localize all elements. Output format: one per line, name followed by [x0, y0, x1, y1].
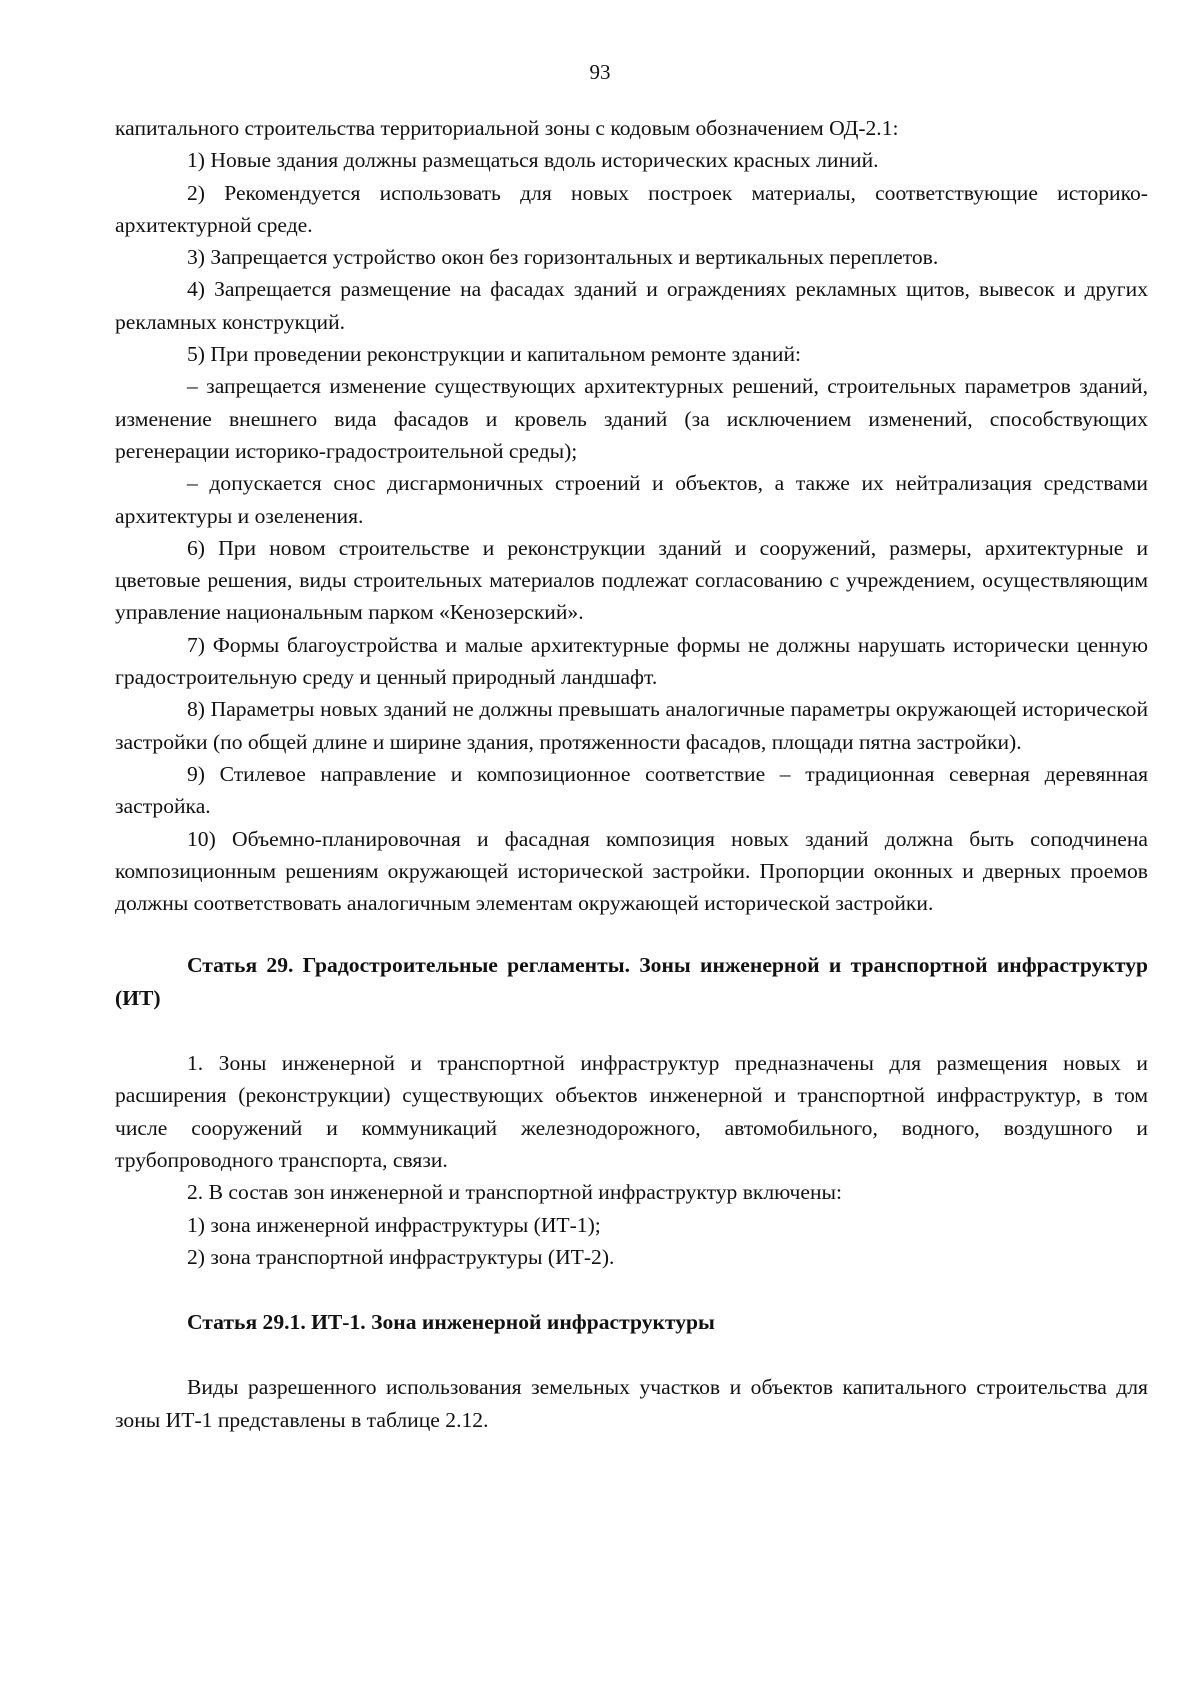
paragraph-dash-1: – запрещается изменение существующих архитектурных решений, строительных параметров зданий, изменение внешнего вида фасадов и кровель зданий (за исключением изменений, способствующих регенерации историко-градостроительной среды);	[115, 374, 1148, 463]
page-content	[115, 112, 1148, 1436]
article-29-paragraph-2: 2. В состав зон инженерной и транспортной инфраструктур включены:	[187, 1180, 843, 1205]
paragraph-intro: капитального строительства территориальной зоны с кодовым обозначением ОД-2.1:	[115, 116, 899, 140]
article-29-1-paragraph: Виды разрешенного использования земельных участков и объектов капитального строительства для зоны ИТ-1 представлены в таблице 2.12.	[115, 1375, 1148, 1432]
paragraph-item-4: 4) Запрещается размещение на фасадах зданий и ограждениях рекламных щитов, вывесок и других рекламных конструкций.	[115, 277, 1148, 334]
paragraph-item-9: 9) Стилевое направление и композиционное соответствие – традиционная северная деревянная застройка.	[115, 761, 1148, 819]
article-29-list-item-2: 2) зона транспортной инфраструктуры (ИТ-2).	[187, 1244, 615, 1269]
paragraph-item-2: 2) Рекомендуется использовать для новых построек материалы, соответствующие историко-архитектурной среде.	[115, 180, 1148, 237]
page-number: 93	[589, 60, 611, 84]
article-29-list-item-1: 1) зона инженерной инфраструктуры (ИТ-1);	[187, 1212, 601, 1237]
article-29-paragraph-1: 1. Зоны инженерной и транспортной инфраструктур предназначены для размещения новых и расширения (реконструкции) существующих объектов инженерной и транспортной инфраструктур, в том числе сооружений и коммуникаций железнодорожного, автомобильного, водного, воздушного и трубопроводного транспорта, связи.	[115, 1051, 1148, 1172]
paragraph-item-7: 7) Формы благоустройства и малые архитектурные формы не должны нарушать исторически ценную градостроительную среду и ценный природный ландшафт.	[115, 632, 1148, 690]
article-29-heading: Статья 29. Градостроительные регламенты. Зоны инженерной и транспортной инфраструктур (ИТ)	[115, 953, 1148, 1010]
paragraph-item-5: 5) При проведении реконструкции и капитальном ремонте зданий:	[187, 342, 801, 367]
paragraph-dash-2: – допускается снос дисгармоничных строений и объектов, а также их нейтрализация средствами архитектуры и озеленения.	[115, 471, 1148, 528]
paragraph-item-1: 1) Новые здания должны размещаться вдоль исторических красных линий.	[187, 148, 879, 173]
article-29-1-heading: Статья 29.1. ИТ-1. Зона инженерной инфраструктуры	[187, 1310, 715, 1335]
paragraph-item-6: 6) При новом строительстве и реконструкции зданий и сооружений, размеры, архитектурные и цветовые решения, виды строительных материалов подлежат согласованию с учреждением, осуществляющим управление национальным парком «Кенозерский».	[115, 535, 1148, 625]
paragraph-item-3: 3) Запрещается устройство окон без горизонтальных и вертикальных переплетов.	[187, 245, 939, 270]
paragraph-item-10: 10) Объемно-планировочная и фасадная композиция новых зданий должна быть соподчинена композиционным решениям окружающей исторической застройки. Пропорции оконных и дверных проемов должны соответствовать аналогичным элементам окружающей исторической застройки.	[115, 826, 1148, 916]
paragraph-item-8: 8) Параметры новых зданий не должны превышать аналогичные параметры окружающей исторической застройки (по общей длине и ширине здания, протяженности фасадов, площади пятна застройки).	[115, 697, 1148, 754]
